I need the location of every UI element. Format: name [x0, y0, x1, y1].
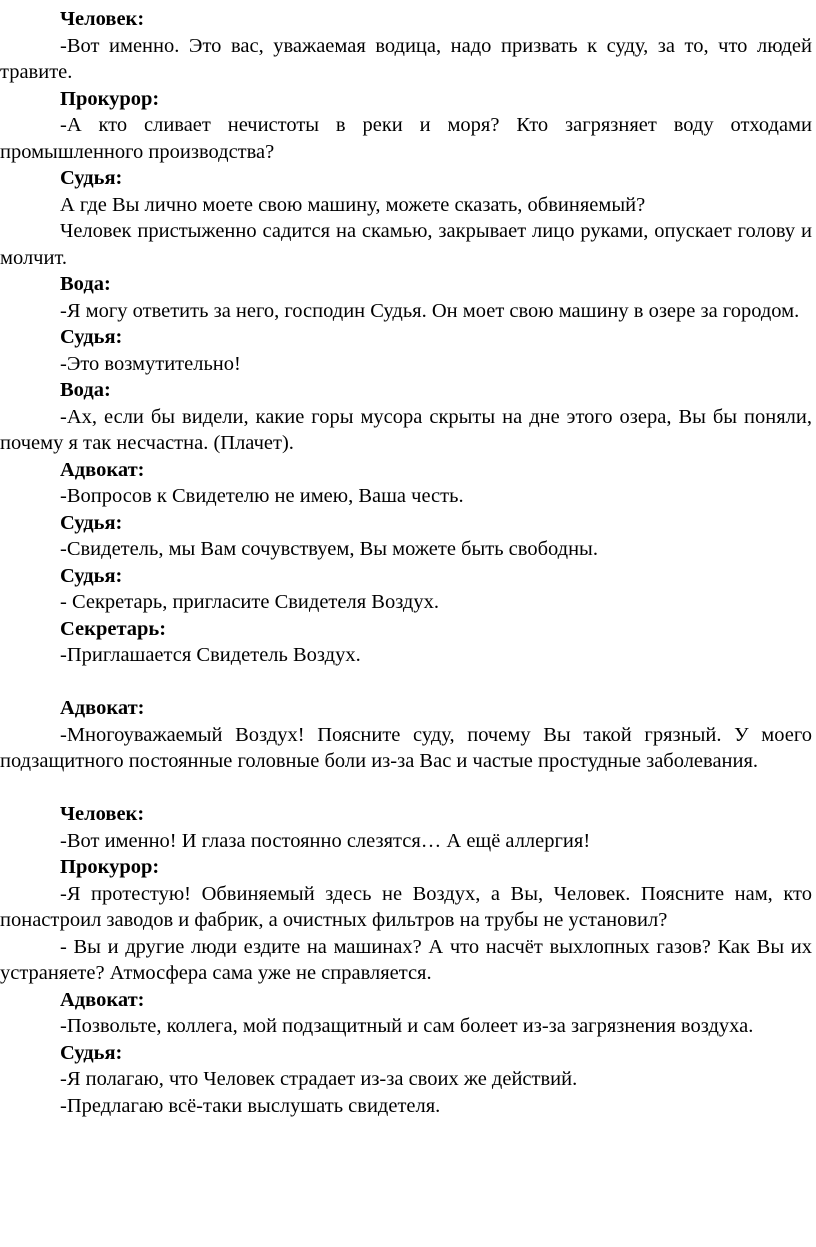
speaker-label: Судья:: [60, 167, 123, 189]
dialogue-line: - Вы и другие люди ездите на машинах? А что насчёт выхлопных газов? Как Вы их устраняете? Атмосфера сама уже не справляется.: [0, 935, 812, 984]
stage-direction: Человек пристыженно садится на скамью, закрывает лицо руками, опускает голову и молчит.: [0, 220, 812, 269]
speaker-label: Вода:: [60, 379, 111, 401]
dialogue-line: -Я могу ответить за него, господин Судья. Он моет свою машину в озере за городом.: [60, 299, 800, 322]
dialogue-line: А где Вы лично моете свою машину, можете сказать, обвиняемый?: [60, 193, 646, 216]
speaker-label: Судья:: [60, 326, 123, 348]
speaker-label: Прокурор:: [60, 87, 160, 110]
speaker-label: Адвокат:: [60, 697, 145, 719]
dialogue-line: -Я протестую! Обвиняемый здесь не Воздух, а Вы, Человек. Поясните нам, кто понастроил заводов и фабрик, а очистных фильтров на трубы не установил?: [0, 882, 812, 931]
dialogue-line: -Это возмутительно!: [60, 352, 241, 375]
speaker-label: Прокурор:: [60, 856, 160, 878]
speaker-label: Судья:: [60, 511, 123, 534]
dialogue-line: -Позвольте, коллега, мой подзащитный и сам болеет из-за загрязнения воздуха.: [60, 1015, 754, 1037]
dialogue-line: -Ах, если бы видели, какие горы мусора скрыты на дне этого озера, Вы бы поняли, почему я так несчастна. (Плачет).: [0, 405, 812, 454]
dialogue-line: -Свидетель, мы Вам сочувствуем, Вы можете быть свободны.: [60, 538, 598, 560]
blank-line: [0, 775, 816, 802]
dialogue-line: -Многоуважаемый Воздух! Поясните суду, почему Вы такой грязный. У моего подзащитного постоянные головные боли из-за Вас и частые простудные заболевания.: [0, 723, 812, 772]
speaker-label: Судья:: [60, 1041, 123, 1064]
dialogue-line: -Приглашается Свидетель Воздух.: [60, 644, 361, 666]
speaker-label: Адвокат:: [60, 458, 145, 481]
dialogue-line: -Вот именно. Это вас, уважаемая водица, надо призвать к суду, за то, что людей травите.: [0, 34, 812, 83]
dialogue-line: -Вопросов к Свидетелю не имею, Ваша честь.: [60, 485, 464, 507]
dialogue-line: - Секретарь, пригласите Свидетеля Воздух.: [60, 591, 439, 613]
speaker-label: Человек:: [60, 8, 145, 30]
speaker-label: Секретарь:: [60, 617, 167, 640]
speaker-label: Вода:: [60, 273, 111, 295]
dialogue-line: -Я полагаю, что Человек страдает из-за своих же действий.: [60, 1068, 578, 1090]
dialogue-line: -А кто сливает нечистоты в реки и моря? Кто загрязняет воду отходами промышленного производства?: [0, 114, 812, 163]
blank-line: [0, 669, 816, 696]
dialogue-line: -Предлагаю всё-таки выслушать свидетеля.: [60, 1094, 441, 1117]
speaker-label: Человек:: [60, 803, 145, 825]
speaker-label: Адвокат:: [60, 988, 145, 1011]
dialogue-line: -Вот именно! И глаза постоянно слезятся… А ещё аллергия!: [60, 829, 591, 852]
speaker-label: Судья:: [60, 564, 123, 587]
